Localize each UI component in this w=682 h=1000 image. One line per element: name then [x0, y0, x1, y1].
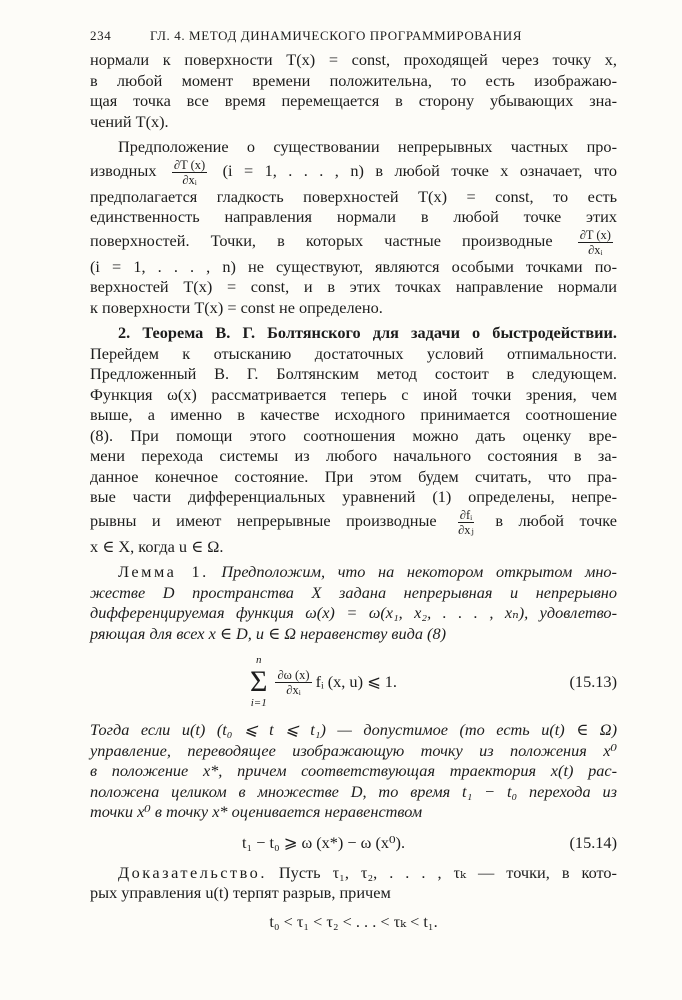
text-line: нормали к поверхности T(x) = const, проходящей через точку x, [90, 50, 617, 69]
text-fragment: (i = 1, . . . , n) в любой точке x означает, что [222, 160, 617, 180]
text-line [90, 863, 617, 884]
partial-derivative-fraction [172, 158, 207, 187]
text-line: вые части дифференциальных уравнений (1) определены, непре- [90, 487, 617, 506]
text-line: (8). При помощи этого соотношения можно дать оценку вре- [90, 425, 617, 445]
text-line [90, 562, 617, 583]
text-line: Предположение о существовании непрерывных частных про- [118, 137, 617, 156]
text-line: положена целиком в множестве D, то время t₁ − t₀ перехода из [90, 781, 617, 801]
text-line: ряющая для всех x ∈ D, u ∈ Ω неравенству вида (8) [90, 623, 447, 643]
text-line: данное конечное состояние. При этом будем считать, что пра- [90, 466, 617, 486]
fraction-numerator: ∂T (x) [173, 157, 206, 172]
text-line: Тогда если u(t) (t₀ ⩽ t ⩽ t₁) — допустимое (то есть u(t) ∈ Ω) [90, 720, 617, 739]
sigma-symbol: Σ [250, 665, 268, 698]
text-fragment: рывны и имеют непрерывные производные [90, 510, 437, 530]
text-fragment: Предположим, что на некотором открытом мно- [221, 562, 617, 581]
proof-label: Доказательство. [118, 862, 267, 882]
section-heading: 2. Теорема В. Г. Болтянского для задачи о быстродействии. [118, 323, 617, 342]
text-line-with-fraction [90, 158, 617, 187]
lemma-continuation [90, 720, 617, 823]
paragraph-normal-direction [90, 50, 617, 132]
equation-body [90, 833, 557, 853]
fraction-numerator: ∂ω (x) [277, 667, 310, 682]
text-line: Предложенный В. Г. Болтянским метод состоит в следующем. [90, 364, 617, 383]
text-line: жестве D пространства X задана непрерывная и непрерывно [90, 582, 617, 602]
text-line-with-fraction [90, 228, 617, 257]
text-line: верхностей T(x) = const, и в этих точках направление нормали [90, 277, 617, 296]
equation-number: (15.13) [569, 672, 617, 691]
text-line: x ∈ X, когда u ∈ Ω. [90, 536, 224, 556]
partial-derivative-fraction [578, 228, 613, 257]
text-fragment: поверхностей. Точки, в которых частные производные [90, 230, 553, 250]
ordering-formula: t₀ < τ₁ < τ₂ < . . . < τₖ < t₁. [269, 911, 438, 931]
page-number: 234 [90, 28, 112, 43]
equation-rest: fᵢ (x, u) ⩽ 1. [315, 672, 397, 691]
fraction-numerator: ∂fᵢ [459, 507, 473, 522]
text-fragment: в любой точке [495, 510, 617, 530]
text-line-with-fraction [90, 508, 617, 537]
text-line: единственность направления нормали в любой точке этих [90, 207, 617, 226]
fraction-denominator: ∂xᵢ [588, 242, 603, 257]
text-fragment: изводных [90, 160, 157, 180]
fraction-denominator: ∂xᵢ [182, 172, 197, 187]
text-line: дифференцируемая функция ω(x) = ω(x₁, x₂, . . . , xₙ), удовлетво- [90, 603, 617, 622]
fraction-denominator: ∂xᵢ [286, 682, 301, 697]
sum-lower-limit: i=1 [250, 697, 267, 709]
fraction-numerator: ∂T (x) [579, 227, 611, 242]
text-line: к поверхности T(x) = const не определено. [90, 297, 383, 317]
equation-text: t₁ − t₀ ⩾ ω (x*) − ω (x⁰). [241, 832, 406, 852]
text-line: мени перехода системы из любого начального состояния в за- [90, 446, 617, 465]
running-title: ГЛ. 4. МЕТОД ДИНАМИЧЕСКОГО ПРОГРАММИРОВАНИЯ [150, 28, 522, 43]
paragraph-smoothness [90, 137, 617, 318]
lemma-statement [90, 562, 617, 644]
text-line: точки x⁰ в точку x* оценивается неравенством [90, 802, 423, 821]
equation-15-13 [90, 654, 617, 710]
text-line: (i = 1, . . . , n) не существуют, являются особыми точками по- [90, 256, 617, 276]
text-line: чений T(x). [90, 111, 169, 131]
summation [250, 654, 267, 710]
text-line: рых управления u(t) терпят разрыв, причем [90, 883, 391, 902]
text-line: управление, переводящее изображающую точку из положения x⁰ [90, 740, 617, 760]
partial-derivative-fraction [275, 668, 311, 697]
book-page [90, 28, 617, 932]
text-line: в положение x*, причем соответствующая траектория x(t) рас- [90, 761, 617, 780]
text-line: щая точка все время перемещается в сторону убывающих зна- [90, 91, 617, 110]
fraction-denominator: ∂xⱼ [458, 522, 474, 537]
equation-number: (15.14) [569, 832, 617, 852]
text-line: предполагается гладкость поверхностей T(x) = const, то есть [90, 186, 617, 206]
sum-upper-limit: n [255, 654, 262, 666]
text-line: Перейдем к отысканию достаточных условий отпимальности. [90, 343, 617, 363]
equation-body [90, 654, 557, 710]
partial-derivative-fraction [456, 508, 476, 537]
equation-15-14 [90, 833, 617, 853]
text-line: Функция ω(x) рассматривается теперь с иной точки зрения, чем [90, 384, 617, 404]
paragraph-section-2 [90, 323, 617, 557]
page-header [90, 28, 617, 50]
text-line: в любой момент времени положительна, то есть изображаю- [90, 70, 617, 90]
text-fragment: Пусть τ₁, τ₂, . . . , τₖ — точки, в кото- [278, 862, 617, 882]
proof-paragraph [90, 863, 617, 904]
lemma-label: Лемма 1. [118, 562, 209, 581]
text-line: выше, а именно в качестве исходного принимается соотношение [90, 405, 617, 424]
